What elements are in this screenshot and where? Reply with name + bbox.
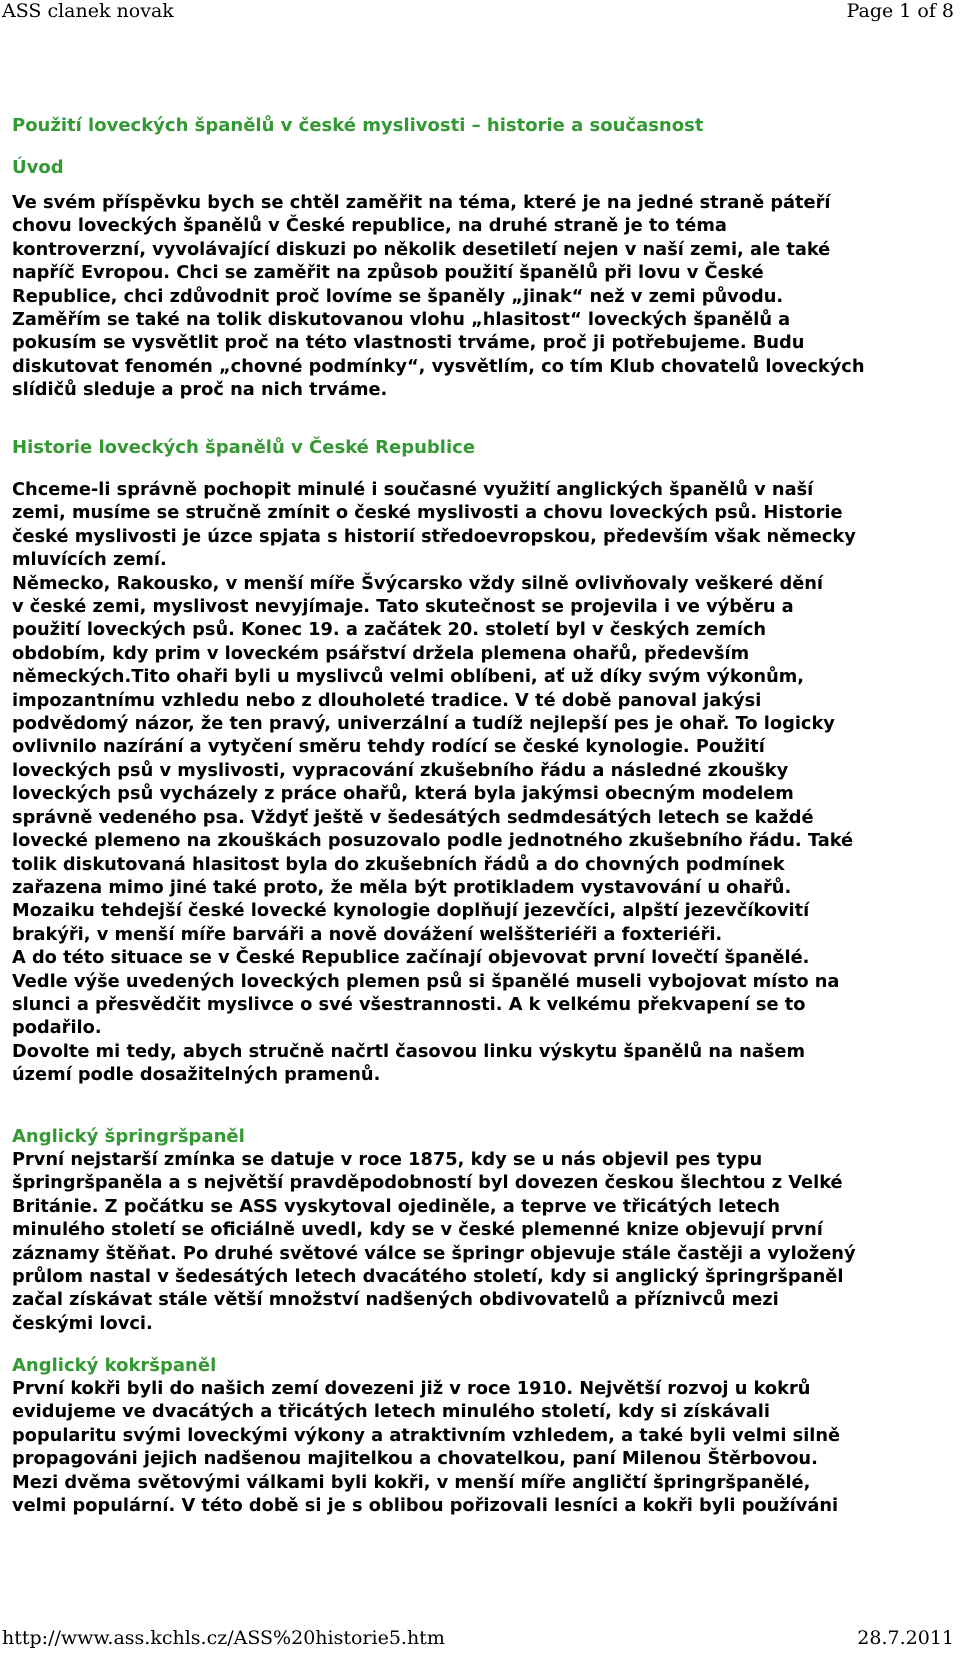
text-line: záznamy štěňat. Po druhé světové válce se špringr objevuje stále častěji a vyložený — [12, 1242, 856, 1264]
springer-heading: Anglický špringršpaněl — [12, 1126, 245, 1147]
text-line: v české zemi, myslivost nevyjímaje. Tato skutečnost se projevila i ve výběru a — [12, 596, 794, 618]
text-line: správně vedeného psa. Vždyť ještě v šedesátých sedmdesátých letech se každé — [12, 806, 814, 828]
text-line: slunci a přesvědčit myslivce o své všestrannosti. A k velkému překvapení se to — [12, 993, 806, 1015]
text-line: špringršpaněla a s největší pravděpodobností byl dovezen českou šlechtou z Velké — [12, 1172, 843, 1194]
text-line: obdobím, kdy prim v loveckém psářství držela plemena ohařů, především — [12, 642, 750, 664]
text-line: loveckých psů vycházely z práce ohařů, která byla jakýmsi obecným modelem — [12, 783, 794, 805]
text-line: začal získávat stále větší množství nadšených obdivovatelů a příznivců mezi — [12, 1289, 779, 1311]
text-line: napříč Evropou. Chci se zaměřit na způsob použití španělů při lovu v České — [12, 262, 764, 284]
text-line: Republice, chci zdůvodnit proč lovíme se španěly „jinak“ než v zemi původu. — [12, 285, 784, 307]
text-line: českými lovci. — [12, 1312, 153, 1334]
page-number: Page 1 of 8 — [846, 0, 954, 22]
cocker-paragraph — [12, 1377, 958, 1517]
text-line: evidujeme ve dvacátých a třicátých letech minulého století, kdy si získávali — [12, 1401, 770, 1423]
text-line: Mozaiku tehdejší české lovecké kynologie doplňují jezevčíci, alpští jezevčíkovití — [12, 900, 810, 922]
text-line: české myslivosti je úzce spjata s historií středoevropskou, především však německy — [12, 525, 856, 547]
text-line: brakýři, v menší míře barváři a nově dovážení welššteriéři a foxteriéři. — [12, 923, 723, 945]
text-line: První kokři byli do našich zemí dovezeni již v roce 1910. Největší rozvoj u kokrů — [12, 1378, 811, 1399]
text-line: Dovolte mi tedy, abych stručně načrtl časovou linku výskytu španělů na našem — [12, 1040, 806, 1062]
text-line: pokusím se vysvětlit proč na této vlastnosti trváme, proč ji potřebujeme. Budu — [12, 332, 805, 354]
springer-paragraph — [12, 1148, 958, 1335]
intro-heading: Úvod — [12, 157, 64, 178]
text-line: slídičů sleduje a proč na nich trváme. — [12, 379, 388, 401]
text-line: podařilo. — [12, 1017, 102, 1039]
article-title: Použití loveckých španělů v české myslivosti – historie a současnost — [12, 115, 704, 136]
text-line: propagováni jejich nadšenou majitelkou a chovatelkou, paní Milenou Štěrbovou. — [12, 1448, 818, 1470]
text-line: A do této situace se v České Republice začínají objevovat první lovečtí španělé. — [12, 947, 810, 969]
page-url: http://www.ass.kchls.cz/ASS%20historie5.htm — [2, 1627, 445, 1649]
text-line: Zaměřím se také na tolik diskutovanou vlohu „hlasitost“ loveckých španělů a — [12, 309, 791, 331]
text-line: loveckých psů v myslivosti, vypracování zkušebního řádu a následné zkoušky — [12, 759, 789, 781]
text-line: Vedle výše uvedených loveckých plemen psů si španělé museli vybojovat místo na — [12, 970, 840, 992]
text-line: zařazena mimo jiné také proto, že měla být protikladem vystavování u ohařů. — [12, 876, 792, 898]
text-line: diskutovat fenomén „chovné podmínky“, vysvětlím, co tím Klub chovatelů loveckých — [12, 355, 865, 377]
text-line: Chceme-li správně pochopit minulé i současné využití anglických španělů v naší — [12, 479, 814, 500]
text-line: velmi populární. V této době si je s oblibou pořizovali lesníci a kokři byli používáni — [12, 1495, 839, 1517]
intro-paragraph — [12, 191, 958, 402]
history-paragraph — [12, 478, 958, 1087]
text-line: tolik diskutovaná hlasitost byla do zkušebních řádů a do chovných podmínek — [12, 853, 785, 875]
text-line: minulého století se oficiálně uvedl, kdy se v české plemenné knize objevují první — [12, 1219, 823, 1241]
text-line: Ve svém příspěvku bych se chtěl zaměřit na téma, které je na jedné straně páteří — [12, 192, 831, 213]
text-line: kontroverzní, vyvolávající diskuzi po několik desetiletí nejen v naší zemi, ale také — [12, 238, 831, 260]
text-line: podvědomý názor, že ten pravý, univerzální a tudíž nejlepší pes je ohař. To logicky — [12, 713, 835, 735]
text-line: území podle dosažitelných pramenů. — [12, 1064, 381, 1086]
text-line: použití loveckých psů. Konec 19. a začátek 20. století byl v českých zemích — [12, 619, 767, 641]
text-line: Mezi dvěma světovými válkami byli kokři, v menší míře angličtí špringršpanělé, — [12, 1471, 811, 1493]
text-line: průlom nastal v šedesátých letech dvacátého století, kdy si anglický špringršpaněl — [12, 1266, 844, 1288]
text-line: lovecké plemeno na zkouškách posuzovalo podle jednotného zkušebního řádu. Také — [12, 830, 854, 852]
page-header-title: ASS clanek novak — [2, 0, 174, 22]
text-line: Německo, Rakousko, v menší míře Švýcarsko vždy silně ovlivňovaly veškeré dění — [12, 572, 824, 594]
text-line: První nejstarší zmínka se datuje v roce 1875, kdy se u nás objevil pes typu — [12, 1149, 763, 1170]
text-line: zemi, musíme se stručně zmínit o české myslivosti a chovu loveckých psů. Historie — [12, 502, 843, 524]
text-line: ovlivnilo nazírání a vytyčení směru tehdy rodící se české kynologie. Použití — [12, 736, 765, 758]
text-line: mluvících zemí. — [12, 549, 167, 571]
text-line: impozantnímu vzhledu nebo z dlouholeté tradice. V té době panoval jakýsi — [12, 689, 762, 711]
print-date: 28.7.2011 — [857, 1627, 954, 1649]
text-line: Británie. Z počátku se ASS vyskytoval ojediněle, a teprve ve třicátých letech — [12, 1195, 781, 1217]
text-line: popularitu svými loveckými výkony a atraktivním vzhledem, a také byli velmi silně — [12, 1424, 841, 1446]
text-line: německých.Tito ohaři byli u myslivců velmi oblíbeni, ať už díky svým výkonům, — [12, 666, 805, 688]
cocker-heading: Anglický kokršpaněl — [12, 1355, 217, 1376]
history-heading: Historie loveckých španělů v České Republice — [12, 437, 476, 458]
text-line: chovu loveckých španělů v České republice, na druhé straně je to téma — [12, 215, 727, 237]
